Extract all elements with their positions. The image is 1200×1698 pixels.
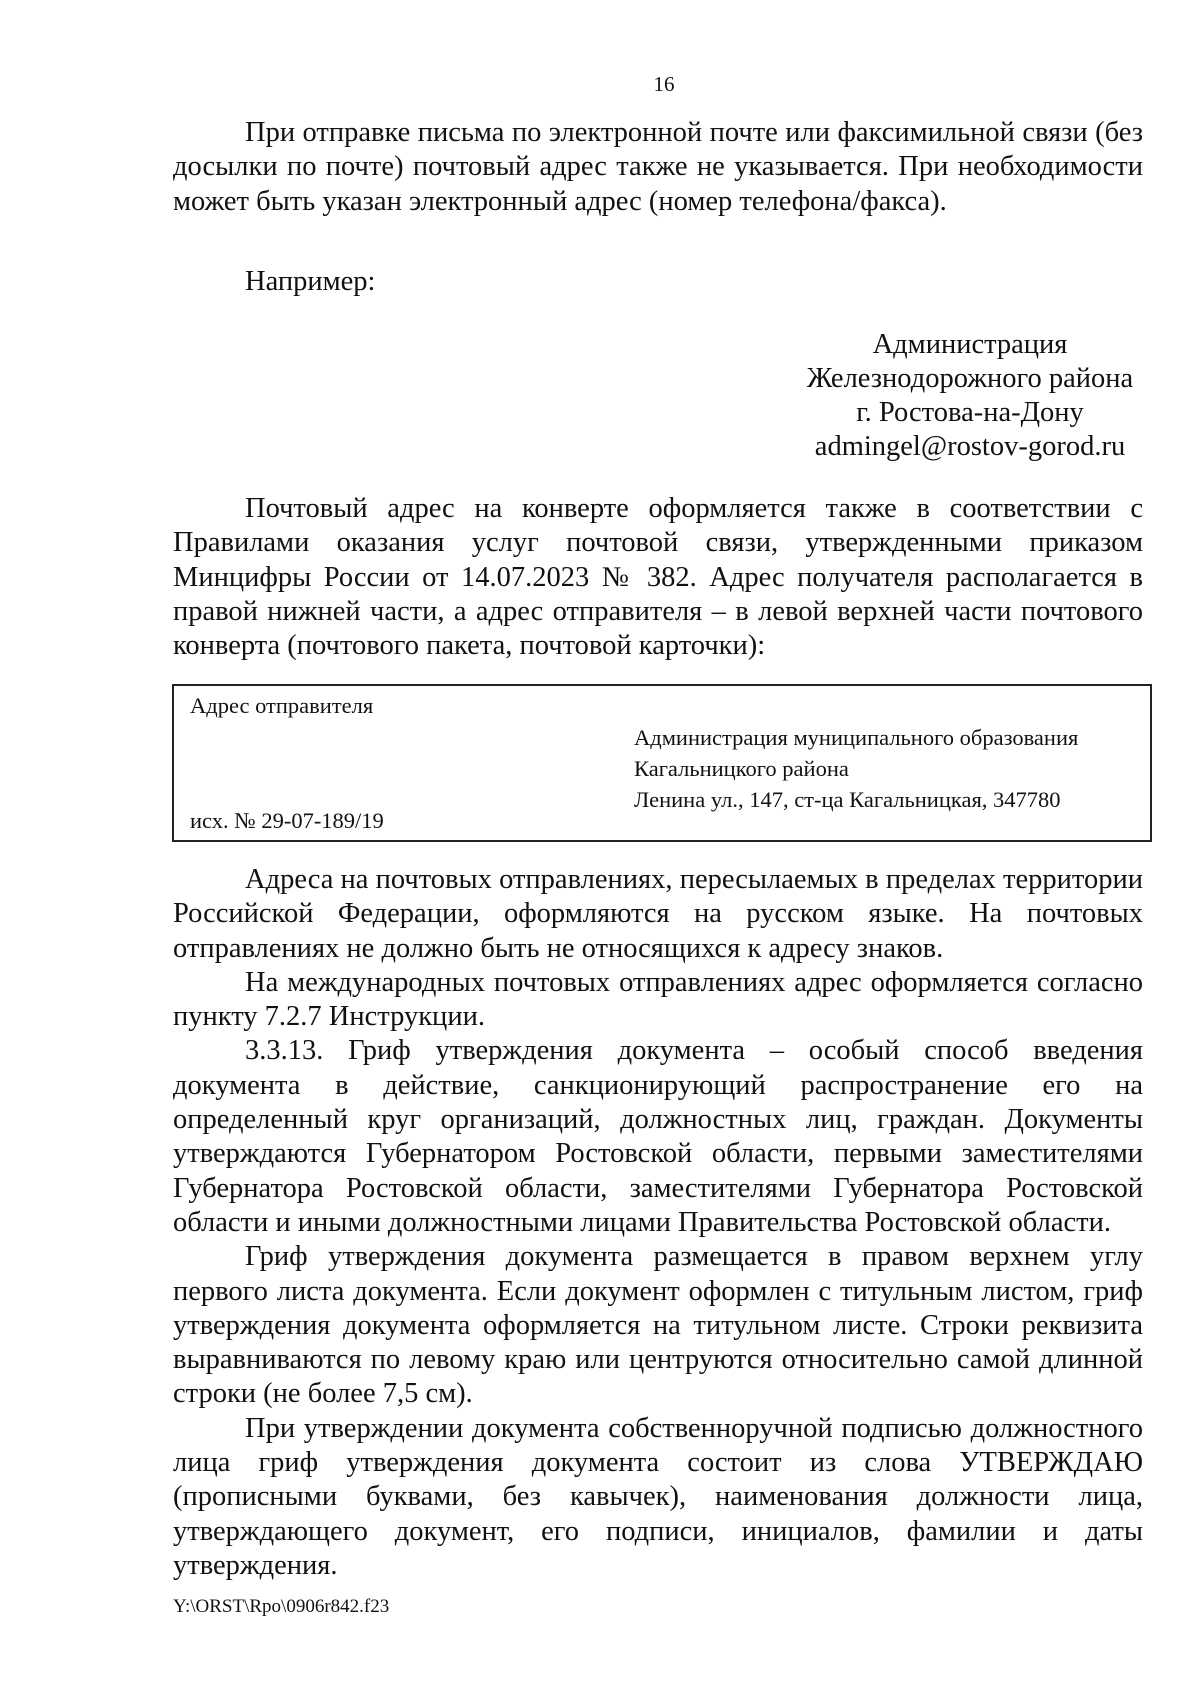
paragraph-email-fax: При отправке письма по электронной почте или факсимильной связи (без досылки по почте) почтовый адрес также не указывается. При необходимости может быть указан электронный адрес (номер телефона/факса). [173, 117, 1143, 217]
paragraph-approval-stamp-definition: 3.3.13. Гриф утверждения документа – особый способ введения документа в действие, санкционирующий распространение его на определенный круг организаций, должностных лиц, граждан. Документы утверждаются Губернатором Ростовской области, первыми заместителями Губернатора Ростовской области, заместителями Губернатора Ростовской области и иными должностными лицами Правительства Ростовской области. [173, 1035, 1143, 1238]
example-address-line: г. Ростова-на-Дону [856, 397, 1084, 428]
paragraph-approval-stamp-composition: При утверждении документа собственноручной подписью должностного лица гриф утверждения документа состоит из слова УТВЕРЖДАЮ (прописными буквами, без кавычек), наименования должности лица, утверждающего документ, его подписи, инициалов, фамилии и даты утверждения. [173, 1412, 1143, 1581]
envelope-recipient-line: Кагальницкого района [634, 756, 849, 781]
page-number: 16 [653, 72, 675, 96]
intro-section [173, 116, 1143, 219]
postal-section [173, 492, 1143, 663]
envelope-outgoing-ref: исх. № 29-07-189/19 [190, 808, 384, 833]
footer-file-path: Y:\ORST\Rpo\0906r842.f23 [173, 1596, 390, 1617]
envelope-recipient-line: Ленина ул., 147, ст-ца Кагальницкая, 347780 [634, 787, 1061, 812]
paragraph-domestic-addresses: Адреса на почтовых отправлениях, пересылаемых в пределах территории Российской Федерации, оформляются на русском языке. На почтовых отправлениях не должно быть не относящихся к адресу знаков. [173, 864, 1143, 964]
example-address-email: admingel@rostov-gorod.ru [814, 431, 1126, 462]
paragraph-postal-address: Почтовый адрес на конверте оформляется также в соответствии с Правилами оказания услуг почтовой связи, утвержденными приказом Минцифры России от 14.07.2023 № 382. Адрес получателя располагается в правой нижней части, а адрес отправителя – в левой верхней части почтового конверта (почтового пакета, почтовой карточки): [173, 493, 1143, 662]
paragraph-approval-stamp-placement: Гриф утверждения документа размещается в правом верхнем углу первого листа документа. Если документ оформлен с титульным листом, гриф утверждения документа оформляется на титульном листе. Строки реквизита выравниваются по левому краю или центруются относительно самой длинной строки (не более 7,5 см). [173, 1241, 1143, 1410]
example-address-line: Администрация [872, 329, 1068, 360]
body-section [173, 863, 1143, 1583]
paragraph-international-addresses: На международных почтовых отправлениях адрес оформляется согласно пункту 7.2.7 Инструкции. [173, 966, 1143, 1033]
envelope-recipient-address [634, 722, 1078, 815]
envelope-sender-label: Адрес отправителя [190, 693, 374, 718]
example-address-line: Железнодорожного района [806, 363, 1134, 394]
envelope-recipient-line: Администрация муниципального образования [634, 725, 1079, 750]
example-address-block [770, 328, 1170, 464]
example-label: Например: [245, 266, 376, 297]
envelope-sample-box [172, 684, 1152, 842]
